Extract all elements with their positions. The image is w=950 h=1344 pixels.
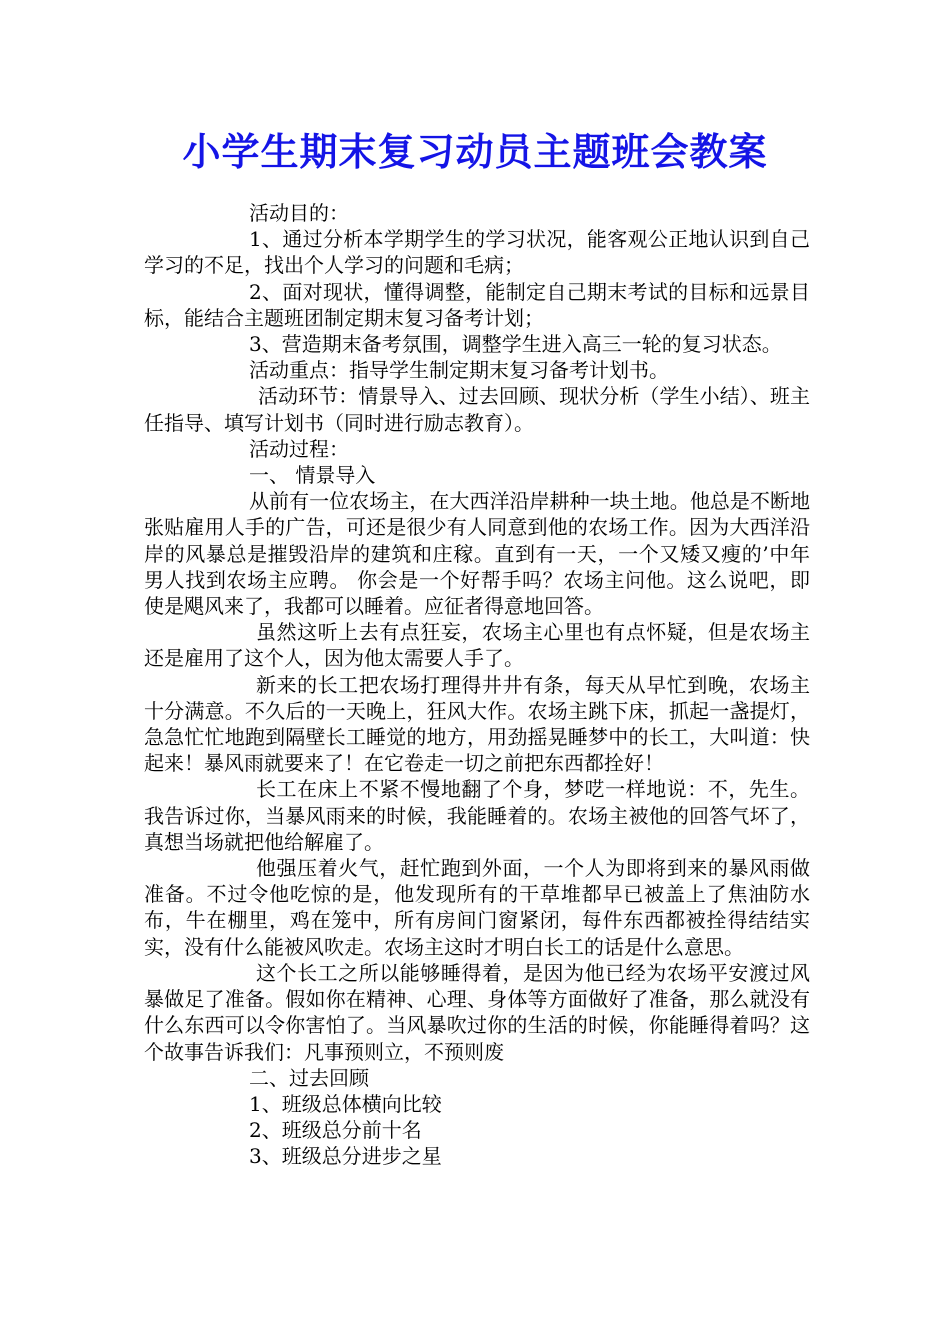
section-heading-process: 活动过程：	[249, 436, 349, 461]
story-paragraph-5: 他强压着火气，赶忙跑到外面，一个人为即将到来的暴风雨做准备。不过令他吃惊的是，他发现所有的干草堆都早已被盖上了焦油防水布，牛在棚里，鸡在笼中，所有房间门窗紧闭，每件东西都被拴得结结实实，没有什么能被风吹走。农场主这时才明白长工的话是什么意思。	[144, 856, 810, 959]
page-title: 小学生期末复习动员主题班会教案	[182, 129, 768, 174]
story-paragraph-3: 新来的长工把农场打理得井井有条，每天从早忙到晚，农场主十分满意。不久后的一天晚上，狂风大作。农场主跳下床，抓起一盏提灯，急急忙忙地跑到隔壁长工睡觉的地方，用劲摇晃睡梦中的长工，大叫道：快起来！暴风雨就要来了！在它卷走一切之前把东西都拴好！	[144, 672, 810, 776]
part-heading-review: 二、过去回顾	[249, 1065, 369, 1090]
document-body	[144, 200, 810, 1170]
review-item-3: 3、班级总分进步之星	[249, 1144, 442, 1169]
activity-focus: 活动重点：指导学生制定期末复习备考计划书。	[249, 358, 669, 383]
purpose-item-1: 1、通过分析本学期学生的学习状况，能客观公正地认识到自己学习的不足，找出个人学习的问题和毛病；	[144, 227, 810, 278]
part-heading-intro: 一、 情景导入	[249, 463, 376, 488]
story-paragraph-1: 从前有一位农场主，在大西洋沿岸耕种一块土地。他总是不断地张贴雇用人手的广告，可还是很少有人同意到他的农场工作。因为大西洋沿岸的风暴总是摧毁沿岸的建筑和庄稼。直到有一天，一个又矮又瘦的’中年男人找到农场主应聘。 你会是一个好帮手吗？农场主问他。这么说吧，即使是飓风来了，我都可以睡着。应征者得意地回答。	[144, 489, 810, 619]
section-heading-purpose: 活动目的：	[249, 201, 349, 225]
review-item-1: 1、班级总体横向比较	[249, 1091, 442, 1116]
activity-steps: 活动环节：情景导入、过去回顾、现状分析（学生小结）、班主任指导、填写计划书（同时进行励志教育）。	[144, 384, 810, 435]
review-item-2: 2、班级总分前十名	[249, 1118, 422, 1143]
story-paragraph-4: 长工在床上不紧不慢地翻了个身，梦呓一样地说：不，先生。我告诉过你，当暴风雨来的时候，我能睡着的。农场主被他的回答气坏了，真想当场就把他给解雇了。	[144, 777, 810, 854]
story-paragraph-6: 这个长工之所以能够睡得着，是因为他已经为农场平安渡过风暴做足了准备。假如你在精神、心理、身体等方面做好了准备，那么就没有什么东西可以令你害怕了。当风暴吹过你的生活的时候，你能睡得着吗？这个故事告诉我们：凡事预则立，不预则废	[144, 960, 810, 1064]
purpose-item-3: 3、营造期末备考氛围，调整学生进入高三一轮的复习状态。	[249, 332, 782, 357]
purpose-item-2: 2、面对现状，懂得调整，能制定自己期末考试的目标和远景目标，能结合主题班团制定期末复习备考计划；	[144, 279, 810, 330]
story-paragraph-2: 虽然这听上去有点狂妄，农场主心里也有点怀疑，但是农场主还是雇用了这个人，因为他太需要人手了。	[144, 620, 810, 671]
